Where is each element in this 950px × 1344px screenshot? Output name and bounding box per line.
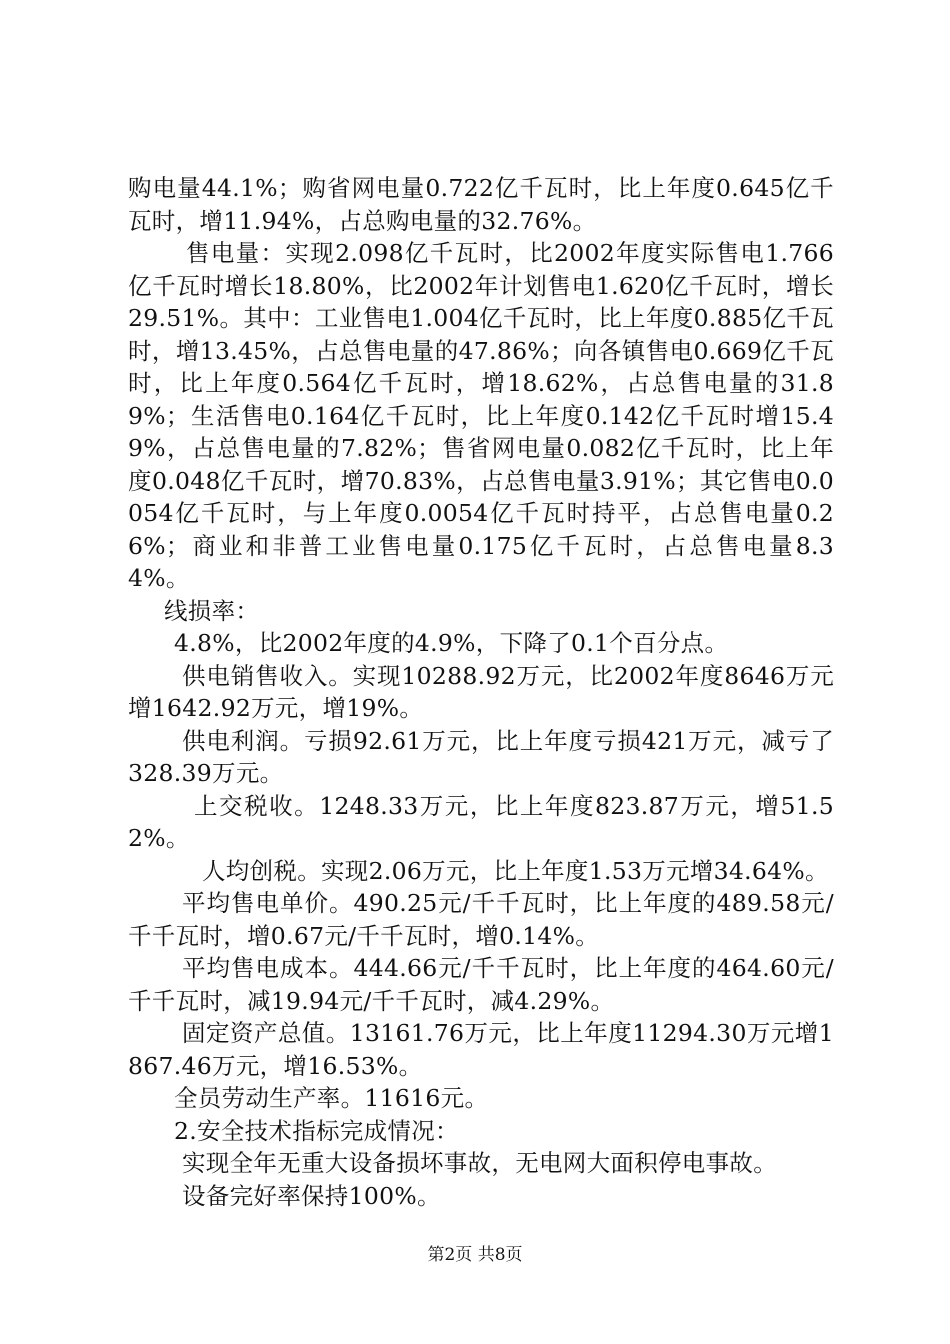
- body-paragraph: 4.8%，比2002年度的4.9%，下降了0.1个百分点。: [174, 629, 729, 657]
- body-paragraph: 线损率：: [164, 596, 260, 625]
- page-footer: 第2页 共8页: [427, 1245, 523, 1265]
- body-paragraph: 平均售电成本。444.66元/千千瓦时，比上年度的464.60元/千千瓦时，减19.94元/千千瓦时，减4.29%。: [128, 954, 834, 1015]
- body-paragraph: 实现全年无重大设备损坏事故，无电网大面积停电事故。: [182, 1149, 777, 1177]
- body-paragraph: 2.安全技术指标完成情况：: [174, 1116, 459, 1145]
- body-paragraph: 平均售电单价。490.25元/千千瓦时，比上年度的489.58元/千千瓦时，增0.67元/千千瓦时，增0.14%。: [128, 889, 834, 950]
- body-paragraph: 供电销售收入。实现10288.92万元，比2002年度8646万元增1642.92万元，增19%。: [128, 661, 834, 722]
- body-paragraph: 售电量：实现2.098亿千瓦时，比2002年度实际售电1.766亿千瓦时增长18.80%，比2002年计划售电1.620亿千瓦时，增长29.51%。其中：工业售电1.004亿千瓦时，比上年度0.885亿千瓦时，增13.45%，占总售电量的47.86%；向各镇售电0.669亿千瓦时，比上年度0.564亿千瓦时，增18.62%，占总售电量的31.89%；生活售电0.164亿千瓦时，比上年度0.142亿千瓦时增15.49%，占总售电量的7.82%；售省网电量0.082亿千瓦时，比上年度0.048亿千瓦时，增70.83%，占总售电量3.91%；其它售电0.0054亿千瓦时，与上年度0.0054亿千瓦时持平，占总售电量0.26%；商业和非普工业售电量0.175亿千瓦时，占总售电量8.34%。: [128, 239, 834, 592]
- body-paragraph: 全员劳动生产率。11616元。: [174, 1084, 489, 1112]
- body-paragraph: 购电量44.1%；购省网电量0.722亿千瓦时，比上年度0.645亿千瓦时，增11.94%，占总购电量的32.76%。: [128, 174, 834, 235]
- body-paragraph: 设备完好率保持100%。: [182, 1181, 441, 1210]
- body-paragraph: 人均创税。实现2.06万元，比上年度1.53万元增34.64%。: [202, 856, 829, 885]
- body-paragraph: 上交税收。1248.33万元，比上年度823.87万元，增51.52%。: [128, 791, 834, 852]
- body-paragraph: 供电利润。亏损92.61万元，比上年度亏损421万元，减亏了328.39万元。: [128, 726, 834, 787]
- body-paragraph: 固定资产总值。13161.76万元，比上年度11294.30万元增1867.46万元，增16.53%。: [128, 1019, 834, 1080]
- document-body: [128, 172, 834, 1212]
